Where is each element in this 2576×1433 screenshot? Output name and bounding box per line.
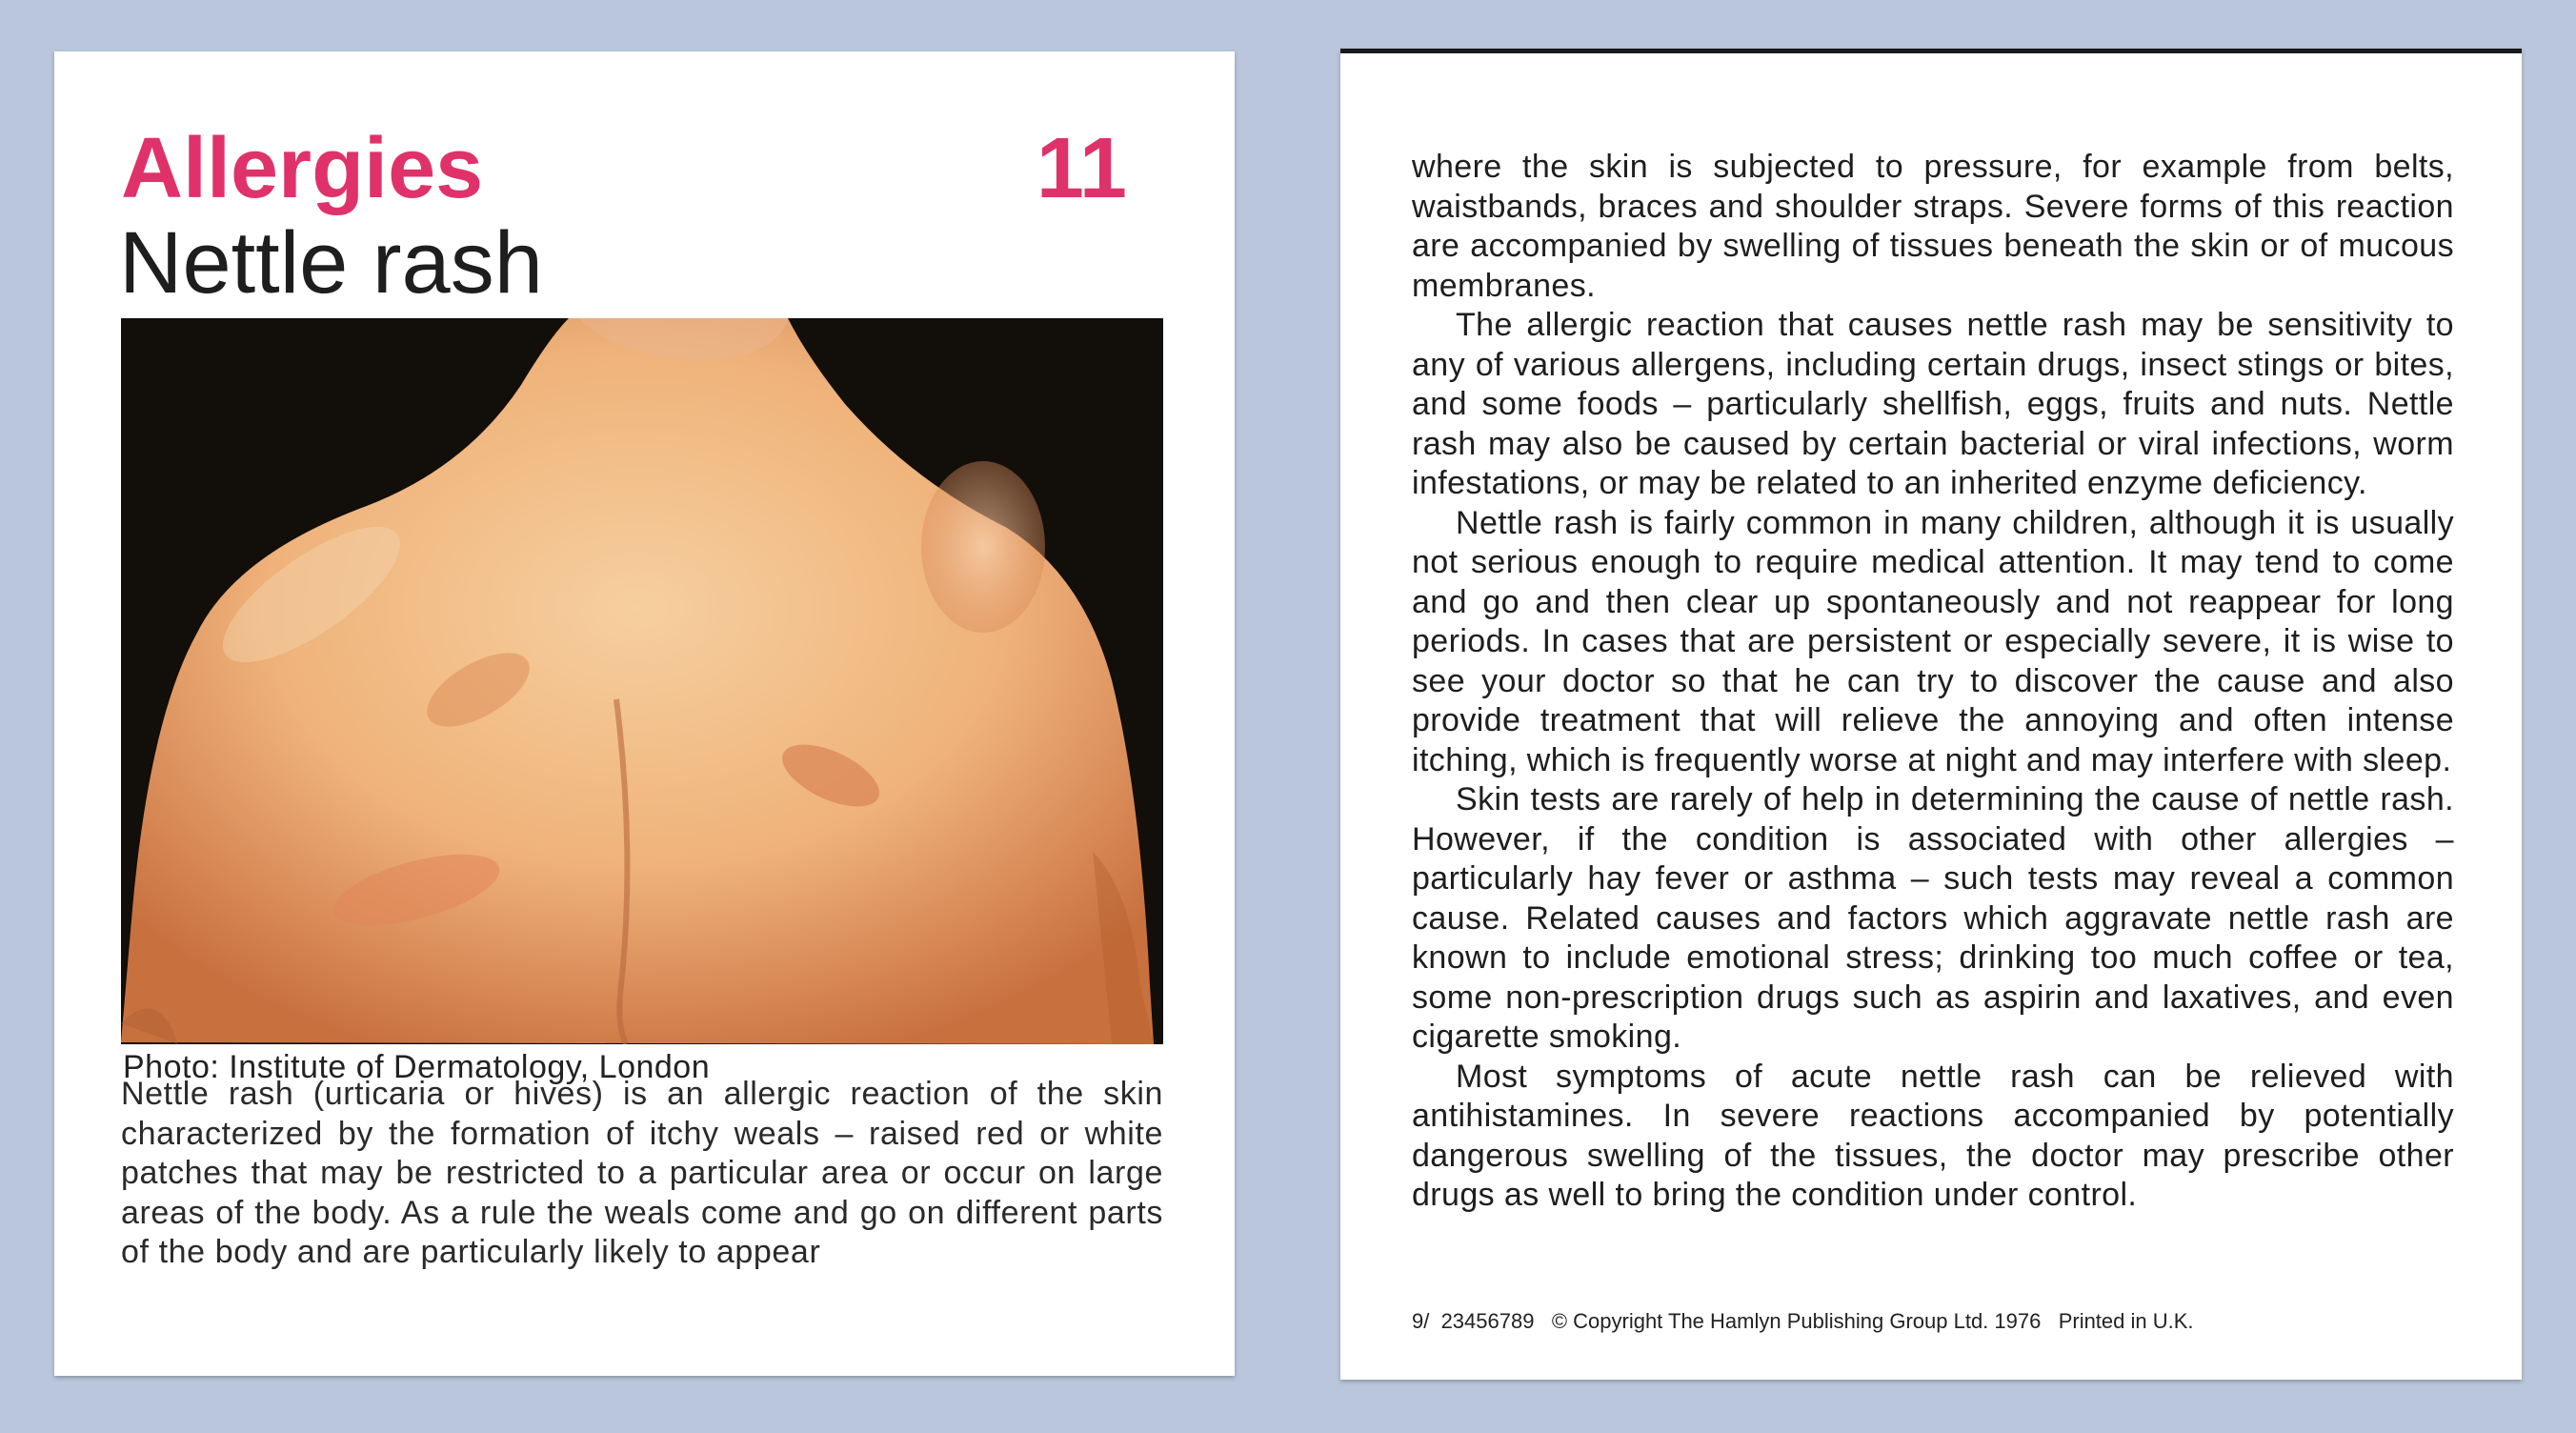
card-front [54, 51, 1235, 1376]
card-number: 11 [1036, 121, 1127, 216]
back-paragraph: Nettle rash is fairly common in many children, although it is usually not serious enough to require medical attention. It may tend to come and go and then clear up spontaneously and not reappear for long periods. In cases that are persistent or especially severe, it is wise to see your doctor so that he can try to discover the cause and also provide treatment that will relieve the annoying and often intense itching, which is frequently worse at night and may interfere with sleep. [1412, 504, 2454, 778]
back-paragraph: The allergic reaction that causes nettle rash may be sensitivity to any of various allergens, including certain drugs, insect stings or bites, and some foods – particularly shellfish, eggs, fruits and nuts. Nettle rash may also be caused by certain bacterial or viral infections, worm infestations, or may be related to an inherited enzyme deficiency. [1412, 307, 2454, 501]
card-back [1340, 49, 2522, 1380]
front-body-text: Nettle rash (urticaria or hives) is an allergic reaction of the skin characterized by the formation of itchy weals – raised red or white patches that may be restricted to a particular area or occur on large areas of the body. As a rule the weals come and go on different parts of the body and are particularly likely to appear [121, 1076, 1163, 1270]
subject-title: Nettle rash [119, 214, 543, 312]
back-paragraph: Skin tests are rarely of help in determining the cause of nettle rash. However, if the condition is associated with other allergies – particularly hay fever or asthma – such tests may reveal a common cause. Related causes and factors which aggravate nettle rash are known to include emotional stress; drinking too much coffee or tea, some non-prescription drugs such as aspirin and laxatives, and even cigarette smoking. [1412, 781, 2454, 1055]
footer-printed: Printed in U.K. [2058, 1309, 2194, 1333]
footer [1412, 1309, 2194, 1334]
back-body-text [1412, 148, 2454, 1216]
photo-credit: Photo: Institute of Dermatology, London [123, 1049, 711, 1085]
back-skin-illustration [121, 318, 1163, 1044]
footer-copyright: © Copyright The Hamlyn Publishing Group Ltd. 1976 [1551, 1309, 2042, 1333]
category-title: Allergies [121, 121, 484, 216]
photo-back-rash [121, 318, 1163, 1044]
footer-code: 9/ 23456789 [1412, 1309, 1535, 1333]
back-paragraph: Most symptoms of acute nettle rash can be relieved with antihistamines. In severe reactions accompanied by potentially dangerous swelling of the tissues, the doctor may prescribe other drugs as well to bring the condition under control. [1412, 1058, 2454, 1213]
back-paragraph: where the skin is subjected to pressure, for example from belts, waistbands, braces and shoulder straps. Severe forms of this reaction are accompanied by swelling of tissues beneath the skin or of mucous membranes. [1412, 149, 2454, 304]
